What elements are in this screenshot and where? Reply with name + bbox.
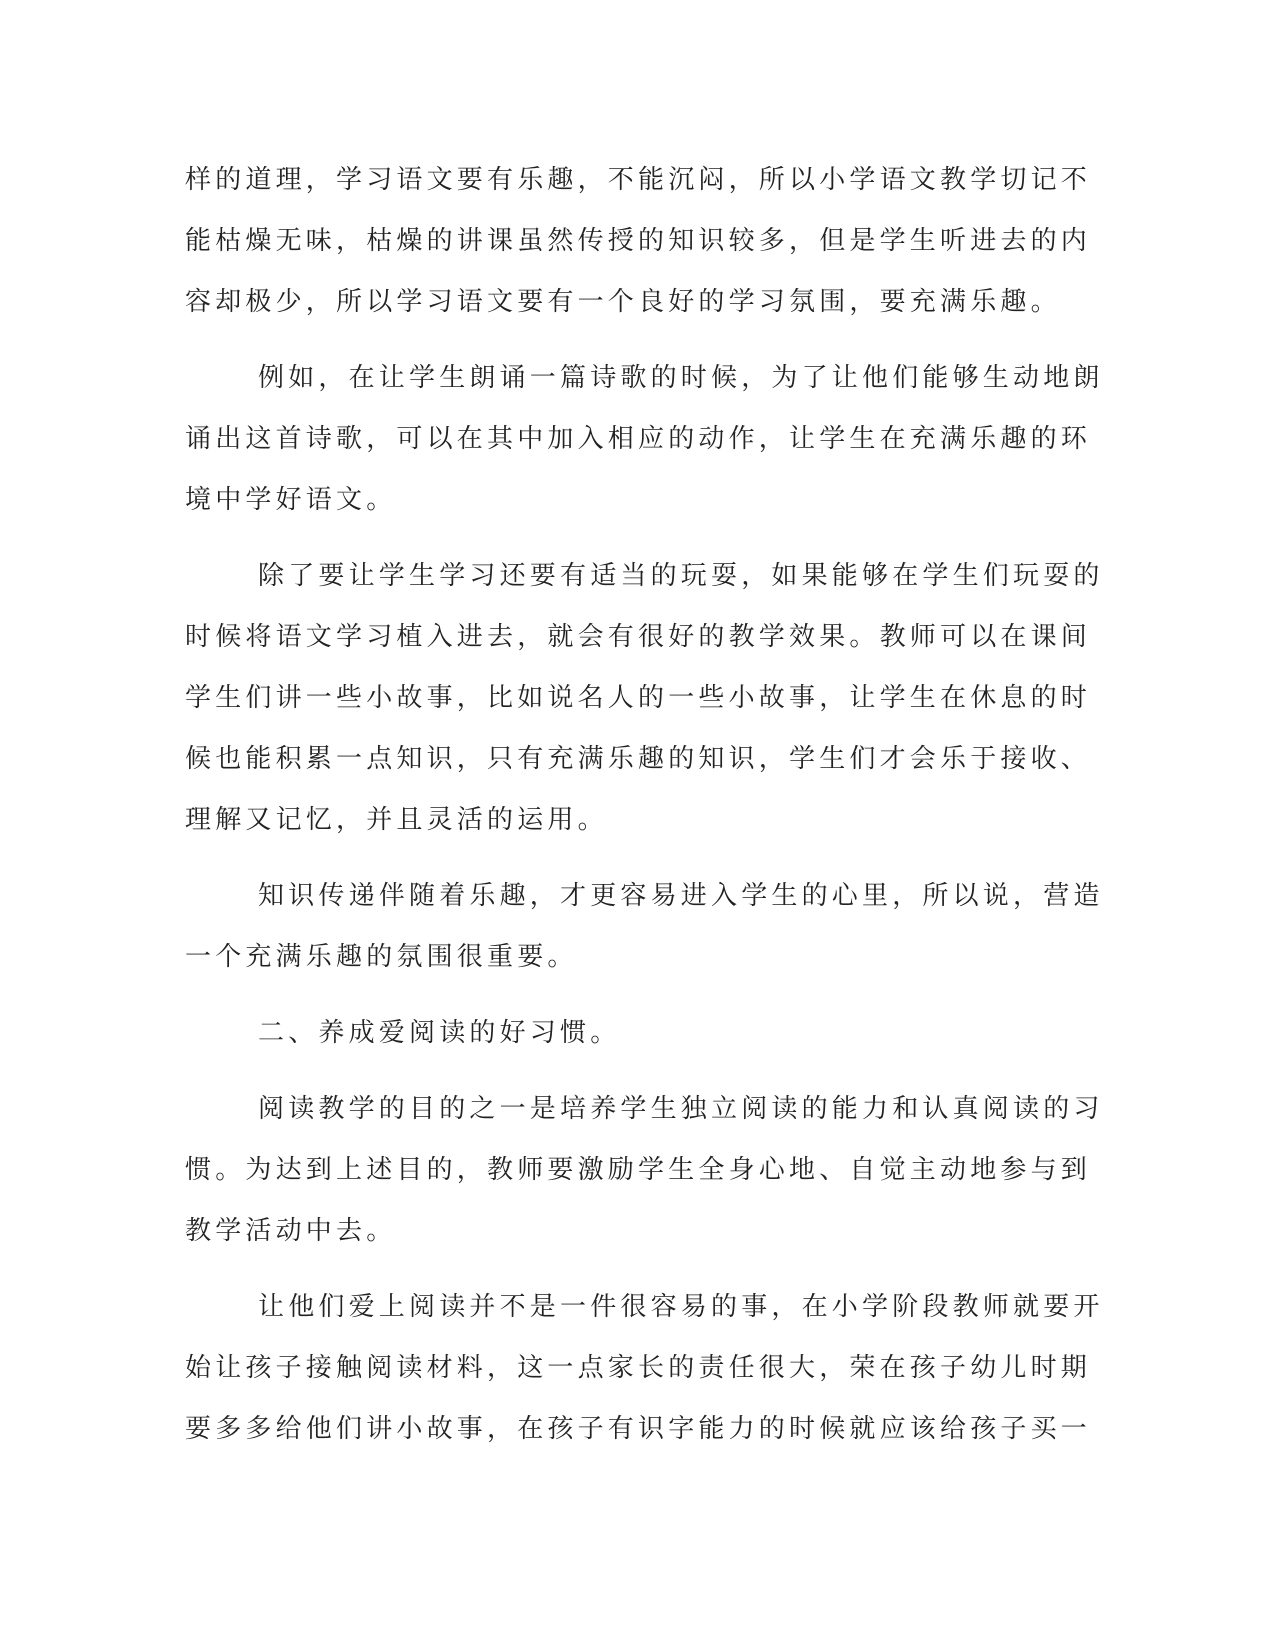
section-heading: 二、养成爱阅读的好习惯。 bbox=[258, 1018, 621, 1048]
text-line: 学生们讲一些小故事，比如说名人的一些小故事，让学生在休息的时 bbox=[185, 683, 1092, 713]
paragraph-first-line: 例如，在让学生朗诵一篇诗歌的时候，为了让他们能够生动地朗 bbox=[258, 363, 1104, 393]
text-line: 诵出这首诗歌，可以在其中加入相应的动作，让学生在充满乐趣的环 bbox=[185, 424, 1092, 454]
text-line: 理解又记忆，并且灵活的运用。 bbox=[185, 805, 608, 835]
paragraph-first-line: 让他们爱上阅读并不是一件很容易的事，在小学阶段教师就要开 bbox=[258, 1292, 1104, 1322]
text-line: 教学活动中去。 bbox=[185, 1216, 397, 1246]
text-line: 容却极少，所以学习语文要有一个良好的学习氛围，要充满乐趣。 bbox=[185, 287, 1061, 317]
text-line: 一个充满乐趣的氛围很重要。 bbox=[185, 942, 578, 972]
text-line: 要多多给他们讲小故事，在孩子有识字能力的时候就应该给孩子买一 bbox=[185, 1414, 1092, 1444]
paragraph-first-line: 阅读教学的目的之一是培养学生独立阅读的能力和认真阅读的习 bbox=[258, 1094, 1104, 1124]
text-line: 境中学好语文。 bbox=[185, 485, 397, 515]
document-page bbox=[185, 150, 1104, 1460]
text-line: 时候将语文学习植入进去，就会有很好的教学效果。教师可以在课间 bbox=[185, 622, 1092, 652]
text-line: 候也能积累一点知识，只有充满乐趣的知识，学生们才会乐于接收、 bbox=[185, 744, 1092, 774]
text-line: 样的道理，学习语文要有乐趣，不能沉闷，所以小学语文教学切记不 bbox=[185, 165, 1092, 195]
paragraph-first-line: 知识传递伴随着乐趣，才更容易进入学生的心里，所以说，营造 bbox=[258, 881, 1104, 911]
paragraph-first-line: 除了要让学生学习还要有适当的玩耍，如果能够在学生们玩耍的 bbox=[258, 561, 1104, 591]
text-line: 惯。为达到上述目的，教师要激励学生全身心地、自觉主动地参与到 bbox=[185, 1155, 1092, 1185]
text-line: 能枯燥无味，枯燥的讲课虽然传授的知识较多，但是学生听进去的内 bbox=[185, 226, 1092, 256]
text-line: 始让孩子接触阅读材料，这一点家长的责任很大，荣在孩子幼儿时期 bbox=[185, 1353, 1092, 1383]
